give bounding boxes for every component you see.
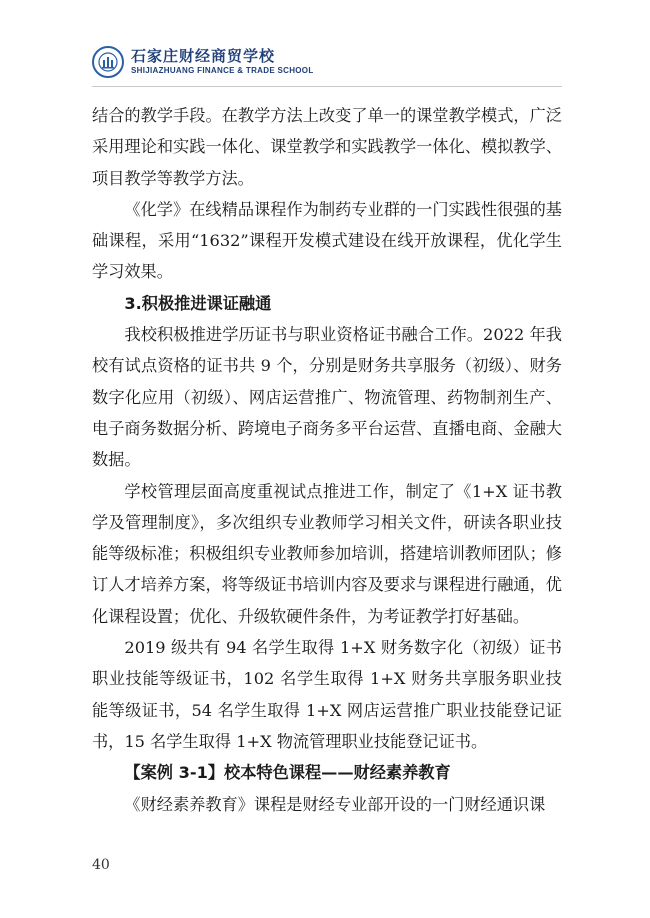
paragraph-teaching-methods: 结合的教学手段。在教学方法上改变了单一的课堂教学模式，广泛采用理论和实践一体化、课堂教学和实践教学一体化、模拟教学、项目教学等教学方法。 — [92, 106, 562, 188]
school-emblem-icon — [92, 46, 124, 78]
school-name-en: SHIJIAZHUANG FINANCE & TRADE SCHOOL — [131, 66, 314, 75]
document-body — [92, 100, 562, 820]
paragraph-management: 学校管理层面高度重视试点推进工作，制定了《1+X 证书教学及管理制度》，多次组织专业教师学习相关文件，研读各职业技能等级标准；积极组织专业教师参加培训，搭建培训教师团队；修订人才培养方案，将等级证书培训内容及要求与课程进行融通，优化课程设置；优化、升级软硬件条件，为考证教学打好基础。 — [92, 481, 562, 626]
header-divider — [92, 86, 562, 87]
paragraph-certificates: 我校积极推进学历证书与职业资格证书融合工作。2022 年我校有试点资格的证书共 9 个，分别是财务共享服务（初级）、财务数字化应用（初级）、网店运营推广、物流管理、药物制剂生产、电子商务数据分析、跨境电子商务多平台运营、直播电商、金融大数据。 — [92, 325, 562, 470]
page-number: 40 — [92, 857, 110, 873]
section-heading: 3.积极推进课证融通 — [124, 293, 272, 313]
page-header — [92, 46, 314, 78]
paragraph-case-intro: 《财经素养教育》课程是财经专业部开设的一门财经通识课 — [124, 794, 546, 814]
case-title: 【案例 3-1】校本特色课程——财经素养教育 — [124, 763, 451, 783]
paragraph-chemistry-course: 《化学》在线精品课程作为制药专业群的一门实践性很强的基础课程，采用“1632”课程开发模式建设在线开放课程，优化学生学习效果。 — [92, 199, 562, 282]
school-brand — [131, 49, 314, 75]
school-name-cn: 石家庄财经商贸学校 — [131, 47, 276, 65]
paragraph-student-results: 2019 级共有 94 名学生取得 1+X 财务数字化（初级）证书职业技能等级证书，102 名学生取得 1+X 财务共享服务职业技能等级证书，54 名学生取得 1+X 网店运营推广职业技能登记证书，15 名学生取得 1+X 物流管理职业技能登记证书。 — [92, 638, 562, 751]
